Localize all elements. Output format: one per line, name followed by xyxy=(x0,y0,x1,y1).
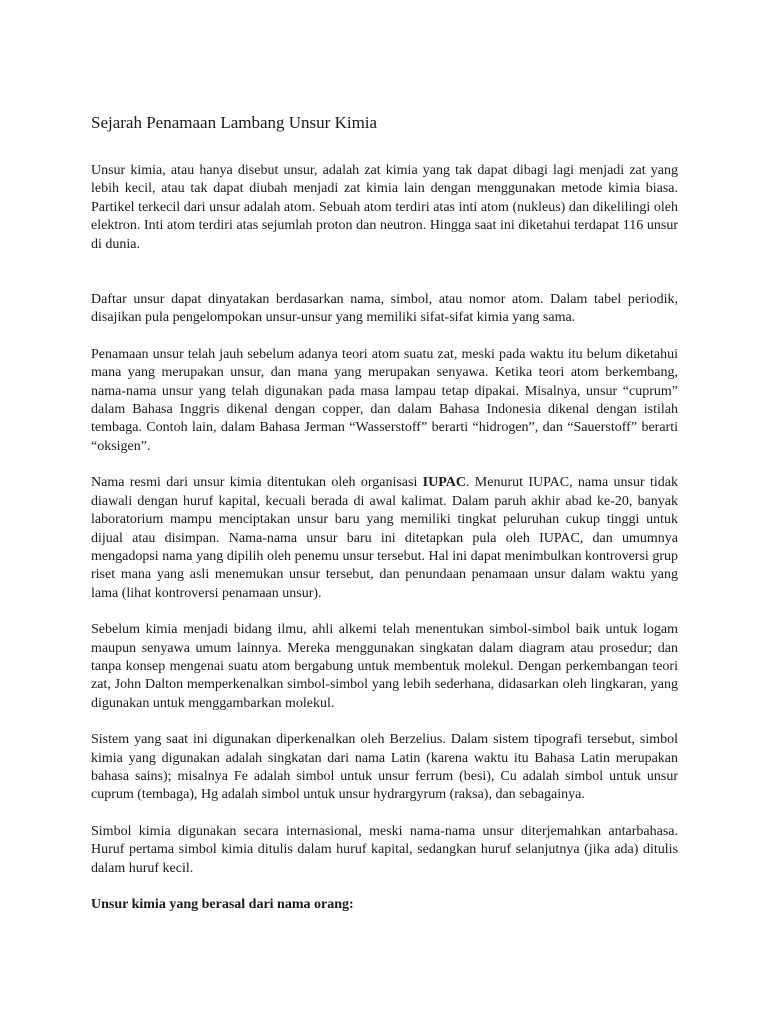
iupac-bold-term: IUPAC xyxy=(422,475,466,491)
paragraph-berzelius: Sistem yang saat ini digunakan diperkenalkan oleh Berzelius. Dalam sistem tipografi tersebut, simbol kimia yang digunakan adalah singkatan dari nama Latin (karena waktu itu Bahasa Latin merupakan bahasa sains); misalnya Fe adalah simbol untuk unsur ferrum (besi), Cu adalah simbol untuk unsur cuprum (tembaga), Hg adalah simbol untuk unsur hydrargyrum (raksa), dan sebagainya. xyxy=(91,732,678,803)
paragraph-international-symbols: Simbol kimia digunakan secara internasional, meski nama-nama unsur diterjemahkan antarbahasa. Huruf pertama simbol kimia ditulis dalam huruf kapital, sedangkan huruf selanjutnya (jika ada) ditulis dalam huruf kecil. xyxy=(91,823,678,876)
section-subheading: Unsur kimia yang berasal dari nama orang: xyxy=(91,897,354,912)
paragraph-alchemy: Sebelum kimia menjadi bidang ilmu, ahli alkemi telah menentukan simbol-simbol baik untuk logam maupun senyawa umum lainnya. Mereka menggunakan singkatan dalam diagram atau prosedur; dan tanpa konsep mengenai suatu atom bergabung untuk membentuk molekul. Dengan perkembangan teori zat, John Dalton memperkenalkan simbol-simbol yang lebih sederhana, didasarkan oleh lingkaran, yang digunakan untuk menggambarkan molekul. xyxy=(91,622,678,711)
paragraph-iupac xyxy=(91,474,678,603)
iupac-text-after: . Menurut IUPAC, nama unsur tidak diawali dengan huruf kapital, kecuali berada di awal kalimat. Dalam paruh akhir abad ke-20, banyak laboratorium mampu menciptakan unsur baru yang memiliki tingkat peluruhan cukup tinggi untuk dijual atau disimpan. Nama-nama unsur baru ini ditetapkan pula oleh IUPAC, dan umumnya mengadopsi nama yang dipilih oleh penemu unsur tersebut. Hal ini dapat menimbulkan kontroversi grup riset mana yang asli menemukan unsur tersebut, dan penundaan penamaan unsur dalam waktu yang lama (lihat kontroversi penamaan unsur). xyxy=(91,475,678,601)
document-title: Sejarah Penamaan Lambang Unsur Kimia xyxy=(91,113,378,132)
paragraph-naming-history: Penamaan unsur telah jauh sebelum adanya teori atom suatu zat, meski pada waktu itu belum diketahui mana yang merupakan unsur, dan mana yang merupakan senyawa. Ketika teori atom berkembang, nama-nama unsur yang telah digunakan pada masa lampau tetap dipakai. Misalnya, unsur “cuprum” dalam Bahasa Inggris dikenal dengan copper, dan dalam Bahasa Indonesia dikenal dengan istilah tembaga. Contoh lain, dalam Bahasa Jerman “Wasserstoff” berarti “hidrogen”, dan “Sauerstoff” berarti “oksigen”. xyxy=(91,346,678,454)
document-body xyxy=(91,108,678,914)
paragraph-definition: Unsur kimia, atau hanya disebut unsur, adalah zat kimia yang tak dapat dibagi lagi menjadi zat yang lebih kecil, atau tak dapat diubah menjadi zat kimia lain dengan menggunakan metode kimia biasa. Partikel terkecil dari unsur adalah atom. Sebuah atom terdiri atas inti atom (nukleus) dan dikelilingi oleh elektron. Inti atom terdiri atas sejumlah proton dan neutron. Hingga saat ini diketahui terdapat 116 unsur di dunia. xyxy=(91,163,678,252)
iupac-text-before: Nama resmi dari unsur kimia ditentukan oleh organisasi xyxy=(91,475,423,491)
paragraph-element-list: Daftar unsur dapat dinyatakan berdasarkan nama, simbol, atau nomor atom. Dalam tabel periodik, disajikan pula pengelompokan unsur-unsur yang memiliki sifat-sifat kimia yang sama. xyxy=(91,292,678,326)
